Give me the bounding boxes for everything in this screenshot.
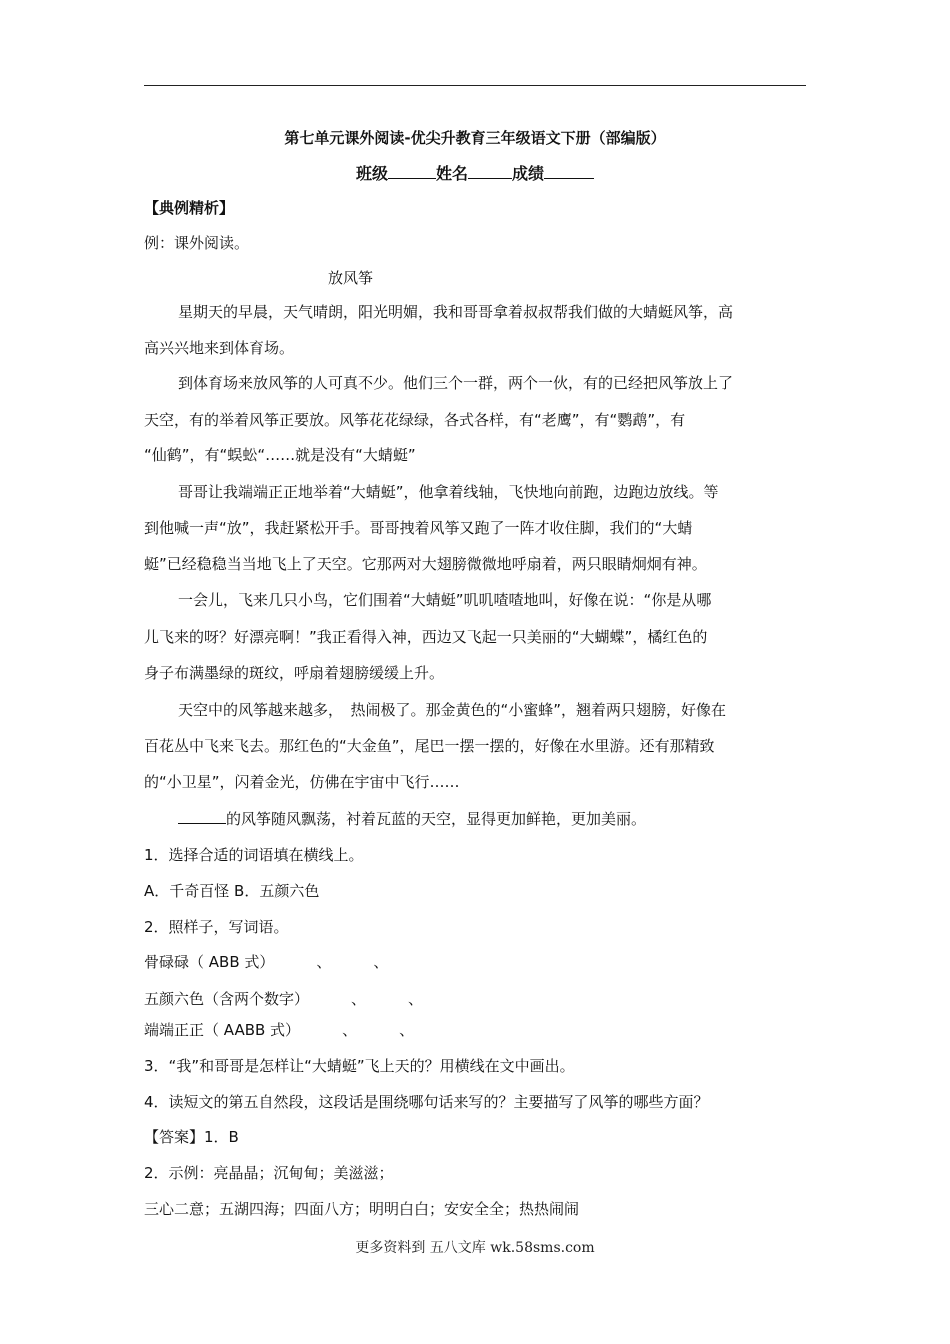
student-info-line [144, 163, 806, 184]
separator: 、 [399, 1021, 415, 1039]
question-2-row [144, 1020, 806, 1040]
passage-line: “仙鹤”，有“蜈蚣“……就是没有“大蜻蜓” [144, 446, 416, 464]
question-3: 3．“我”和哥哥是怎样让“大蜻蜓”飞上天的？用横线在文中画出。 [144, 1057, 575, 1075]
separator: 、 [316, 953, 332, 971]
footer-watermark: 更多资料到 五八文库 wk.58sms.com [355, 1240, 595, 1256]
question-1-options: A．千奇百怪 B．五颜六色 [144, 882, 320, 900]
document-title: 第七单元课外阅读-优尖升教育三年级语文下册（部编版） [284, 129, 666, 147]
separator: 、 [408, 990, 424, 1008]
passage-line: 儿飞来的呀？好漂亮啊！”我正看得入神，西边又飞起一只美丽的“大蝴蝶”，橘红色的 [144, 628, 708, 646]
fill-blank[interactable] [178, 808, 226, 824]
separator: 、 [373, 953, 389, 971]
header-rule [144, 85, 806, 86]
question-2-row-label: 骨碌碌（ ABB 式） [144, 953, 275, 971]
question-2-row [144, 989, 806, 1009]
passage-line: 星期天的早晨，天气晴朗，阳光明媚，我和哥哥拿着叔叔帮我们做的大蜻蜓风筝，高 [178, 303, 734, 321]
answer-1: 【答案】1．B [144, 1128, 239, 1146]
passage-line: 天空中的风筝越来越多， 热闹极了。那金黄色的“小蜜蜂”，翘着两只翅膀，好像在 [178, 701, 727, 719]
question-2: 2．照样子，写词语。 [144, 918, 289, 936]
passage-line: 哥哥让我端端正正地举着“大蜻蜓”，他拿着线轴，飞快地向前跑，边跑边放线。等 [178, 483, 719, 501]
question-1: 1．选择合适的词语填在横线上。 [144, 846, 364, 864]
passage-line: 百花丛中飞来飞去。那红色的“大金鱼”，尾巴一摆一摆的，好像在水里游。还有那精致 [144, 737, 715, 755]
passage-line: 天空，有的举着风筝正要放。风筝花花绿绿，各式各样，有“老鹰”，有“鹦鹉”，有 [144, 411, 686, 429]
answer-2-continued: 三心二意；五湖四海；四面八方；明明白白；安安全全；热热闹闹 [144, 1200, 580, 1218]
passage-line-with-blank [178, 808, 806, 829]
score-label: 成绩 [512, 164, 545, 183]
question-4: 4．读短文的第五自然段，这段话是围绕哪句话来写的？主要描写了风筝的哪些方面？ [144, 1093, 709, 1111]
passage-line: 身子布满墨绿的斑纹，呼扇着翅膀缓缓上升。 [144, 664, 445, 682]
name-blank[interactable] [468, 163, 512, 179]
passage-line: 一会儿，飞来几只小鸟，它们围着“大蜻蜓”叽叽喳喳地叫，好像在说：“你是从哪 [178, 591, 712, 609]
class-label: 班级 [355, 164, 388, 183]
name-label: 姓名 [435, 164, 468, 183]
example-intro: 例：课外阅读。 [144, 234, 250, 252]
question-2-row [144, 952, 806, 972]
separator: 、 [342, 1021, 358, 1039]
question-2-row-label: 端端正正（ AABB 式） [144, 1021, 301, 1039]
passage-line: 蜓”已经稳稳当当地飞上了天空。它那两对大翅膀微微地呼扇着，两只眼睛炯炯有神。 [144, 555, 707, 573]
score-blank[interactable] [544, 163, 594, 179]
passage-line: 到他喊一声“放”，我赶紧松开手。哥哥拽着风筝又跑了一阵才收住脚，我们的“大蜻 [144, 519, 693, 537]
answer-2: 2．示例：亮晶晶；沉甸甸；美滋滋； [144, 1164, 394, 1182]
question-2-row-label: 五颜六色（含两个数字） [144, 990, 310, 1008]
passage-line-text: 的风筝随风飘荡，衬着瓦蓝的天空，显得更加鲜艳，更加美丽。 [226, 810, 647, 828]
section-label: 【典例精析】 [144, 199, 235, 217]
passage-line: 的“小卫星”，闪着金光，仿佛在宇宙中飞行…… [144, 773, 460, 791]
passage-line: 高兴兴地来到体育场。 [144, 339, 295, 357]
story-title: 放风筝 [328, 269, 374, 287]
passage-line: 到体育场来放风筝的人可真不少。他们三个一群，两个一伙，有的已经把风筝放上了 [178, 374, 734, 392]
separator: 、 [351, 990, 367, 1008]
class-blank[interactable] [388, 163, 436, 179]
